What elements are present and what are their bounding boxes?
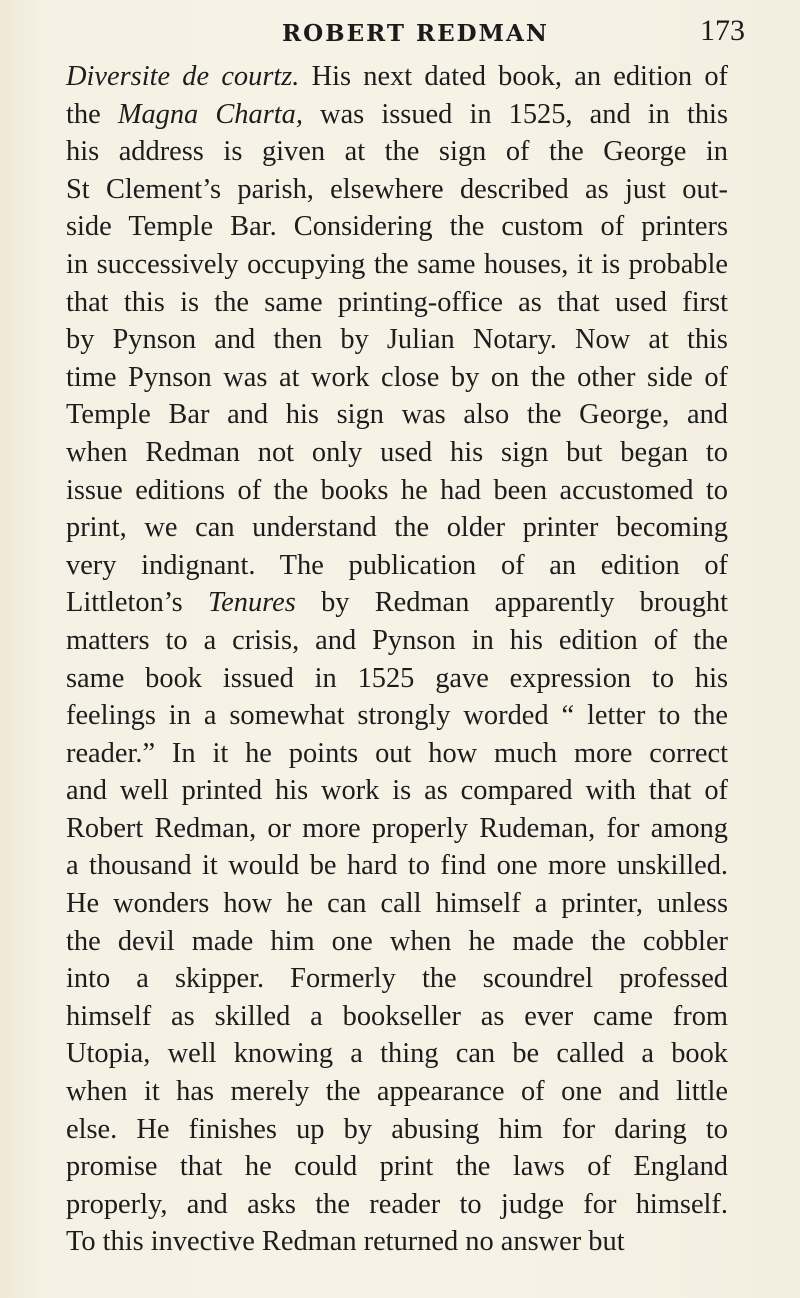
text-line bbox=[66, 58, 728, 96]
text-line bbox=[66, 434, 728, 472]
text-line bbox=[66, 171, 728, 209]
text-run: same book issued in 1525 gave expression to his bbox=[66, 662, 728, 694]
text-line bbox=[66, 246, 728, 284]
text-run: promise that he could print the laws of England bbox=[66, 1151, 728, 1183]
text-run: very indignant. The publication of an edition of bbox=[66, 549, 728, 581]
page-number: 173 bbox=[700, 14, 745, 47]
text-run: Littleton’s bbox=[66, 587, 208, 619]
text-run: properly, and asks the reader to judge for himself. bbox=[66, 1188, 728, 1220]
text-line bbox=[66, 321, 728, 359]
text-line bbox=[66, 284, 728, 322]
text-line bbox=[66, 885, 728, 923]
text-run: His next dated book, an edition of bbox=[299, 61, 728, 92]
text-line bbox=[66, 133, 728, 171]
text-line bbox=[66, 697, 728, 735]
text-line bbox=[66, 622, 728, 660]
text-run: He wonders how he can call himself a printer, unless bbox=[66, 888, 728, 920]
running-head-title: ROBERT REDMAN bbox=[282, 20, 549, 47]
body-text bbox=[66, 58, 728, 1261]
italic-title: Tenures bbox=[207, 587, 296, 619]
text-run: when it has merely the appearance of one and little bbox=[66, 1076, 728, 1108]
text-line bbox=[66, 1111, 728, 1149]
text-run: Temple Bar and his sign was also the George, and bbox=[66, 399, 728, 431]
text-line bbox=[66, 998, 728, 1036]
italic-title: Magna Charta, bbox=[117, 98, 303, 130]
text-line bbox=[66, 472, 728, 510]
text-line bbox=[66, 810, 728, 848]
text-run: that this is the same printing-office as that used first bbox=[66, 286, 728, 318]
text-run: and well printed his work is as compared with that of bbox=[66, 775, 728, 807]
text-line bbox=[66, 509, 728, 547]
text-line bbox=[66, 208, 728, 246]
text-line bbox=[66, 1148, 728, 1186]
text-run: time Pynson was at work close by on the other side of bbox=[66, 361, 728, 393]
text-run: else. He finishes up by abusing him for daring to bbox=[66, 1113, 728, 1145]
text-run: into a skipper. Formerly the scoundrel professed bbox=[66, 963, 728, 995]
text-line bbox=[66, 960, 728, 998]
text-run: St Clement’s parish, elsewhere described as just out- bbox=[66, 173, 728, 205]
text-run: the devil made him one when he made the cobbler bbox=[66, 925, 728, 957]
text-run: the bbox=[66, 98, 118, 130]
text-run: when Redman not only used his sign but began to bbox=[66, 436, 728, 468]
text-run: by Redman apparently brought bbox=[295, 587, 729, 619]
text-run: matters to a crisis, and Pynson in his edition of the bbox=[66, 624, 728, 656]
text-run: side Temple Bar. Considering the custom of printers bbox=[66, 211, 728, 243]
text-run: issue editions of the books he had been accustomed to bbox=[66, 474, 728, 506]
text-line bbox=[66, 396, 728, 434]
text-line bbox=[66, 735, 728, 773]
text-line bbox=[66, 1223, 728, 1261]
running-head bbox=[0, 8, 800, 52]
text-run: Utopia, well knowing a thing can be called a book bbox=[66, 1038, 728, 1070]
text-run: reader.” In it he points out how much more correct bbox=[66, 737, 728, 769]
text-line bbox=[66, 1186, 728, 1224]
text-run: his address is given at the sign of the George in bbox=[66, 136, 728, 168]
text-run: feelings in a somewhat strongly worded “ letter to the bbox=[66, 700, 728, 732]
text-line bbox=[66, 547, 728, 585]
text-run: himself as skilled a bookseller as ever came from bbox=[66, 1000, 728, 1032]
text-run: To this invective Redman returned no answer but bbox=[66, 1226, 625, 1258]
text-line bbox=[66, 1035, 728, 1073]
text-run: Robert Redman, or more properly Rudeman, for among bbox=[66, 812, 728, 844]
text-run: a thousand it would be hard to find one more unskilled. bbox=[66, 850, 728, 882]
text-run: was issued in 1525, and in this bbox=[302, 98, 728, 130]
text-run: in successively occupying the same houses, it is probable bbox=[66, 248, 728, 280]
text-line bbox=[66, 847, 728, 885]
italic-title: Diversite de courtz. bbox=[66, 61, 300, 92]
text-line bbox=[66, 772, 728, 810]
text-line bbox=[66, 96, 728, 134]
text-run: by Pynson and then by Julian Notary. Now at this bbox=[66, 324, 728, 356]
text-line bbox=[66, 359, 728, 397]
text-line bbox=[66, 1073, 728, 1111]
text-line bbox=[66, 660, 728, 698]
text-line bbox=[66, 923, 728, 961]
text-run: print, we can understand the older printer becoming bbox=[66, 512, 728, 544]
text-line bbox=[66, 584, 728, 622]
